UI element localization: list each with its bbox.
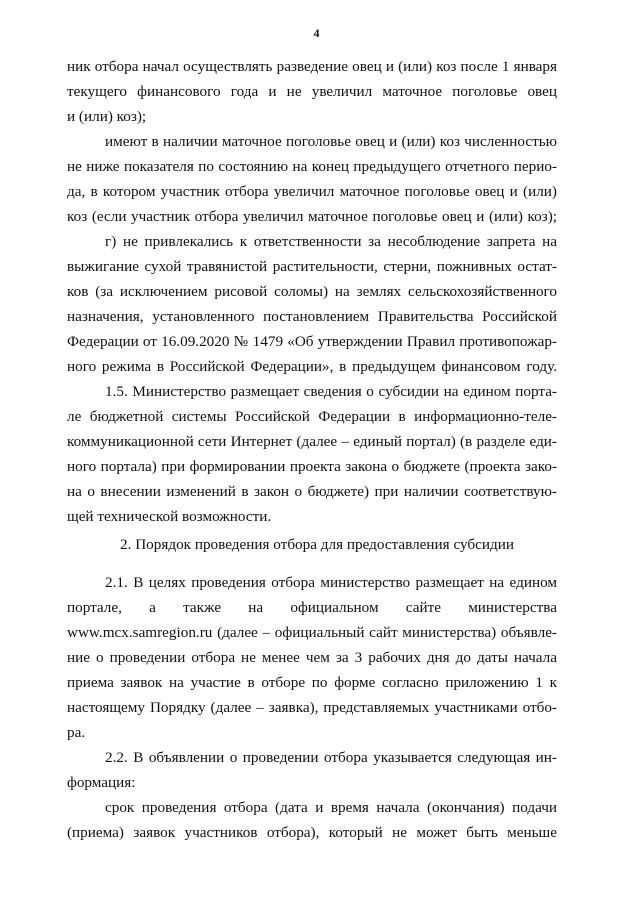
- section-heading: 2. Порядок проведения отбора для предоставления субсидии: [120, 536, 514, 553]
- text-line: не ниже показателя по состоянию на конец предыдущего отчетного перио-: [67, 158, 557, 175]
- page-number: 4: [313, 26, 320, 40]
- text-line: ра.: [67, 724, 86, 741]
- text-line: приема заявок на участие в отборе по форме согласно приложению 1 к: [67, 674, 557, 691]
- text-line: коз (если участник отбора увеличил маточное поголовье овец и (или) коз);: [67, 208, 557, 225]
- text-line: 2.1. В целях проведения отбора министерство размещает на едином: [105, 574, 557, 591]
- text-line: срок проведения отбора (дата и время начала (окончания) подачи: [105, 799, 557, 816]
- text-line: ник отбора начал осуществлять разведение овец и (или) коз после 1 января: [67, 58, 557, 75]
- text-line: формация:: [67, 774, 136, 791]
- text-line: ного портала) при формировании проекта закона о бюджете (проекта зако-: [67, 458, 557, 475]
- text-line: (приема) заявок участников отбора), который не может быть меньше: [67, 824, 557, 841]
- text-line: и (или) коз);: [67, 108, 147, 125]
- text-line: настоящему Порядку (далее – заявка), представляемых участниками отбо-: [67, 699, 557, 716]
- text-line: имеют в наличии маточное поголовье овец и (или) коз численностью: [105, 133, 557, 150]
- text-line: выжигание сухой травянистой растительности, стерни, пожнивных остат-: [67, 258, 557, 275]
- text-line: www.mcx.samregion.ru (далее – официальный сайт министерства) объявле-: [67, 624, 557, 641]
- text-line: текущего финансового года и не увеличил маточное поголовье овец: [67, 83, 557, 100]
- text-line: портале, а также на официальном сайте министерства: [67, 599, 557, 616]
- text-line: ков (за исключением рисовой соломы) на землях сельскохозяйственного: [67, 283, 557, 300]
- text-line: г) не привлекались к ответственности за несоблюдение запрета на: [105, 233, 557, 250]
- text-line: Федерации от 16.09.2020 № 1479 «Об утверждении Правил противопожар-: [67, 333, 557, 350]
- text-line: ного режима в Российской Федерации», в предыдущем финансовом году.: [67, 358, 557, 375]
- text-line: назначения, установленного постановлением Правительства Российской: [67, 308, 557, 325]
- text-line: на о внесении изменений в закон о бюджете) при наличии соответствую-: [67, 483, 557, 500]
- text-line: 1.5. Министерство размещает сведения о субсидии на едином порта-: [105, 383, 557, 400]
- text-line: да, в котором участник отбора увеличил маточное поголовье овец и (или): [67, 183, 557, 200]
- text-line: ние о проведении отбора не менее чем за 3 рабочих дня до даты начала: [67, 649, 557, 666]
- text-line: щей технической возможности.: [67, 508, 272, 525]
- text-line: 2.2. В объявлении о проведении отбора указывается следующая ин-: [105, 749, 557, 766]
- text-line: коммуникационной сети Интернет (далее – единый портал) (в разделе еди-: [67, 433, 557, 450]
- text-line: ле бюджетной системы Российской Федерации в информационно-теле-: [67, 408, 557, 425]
